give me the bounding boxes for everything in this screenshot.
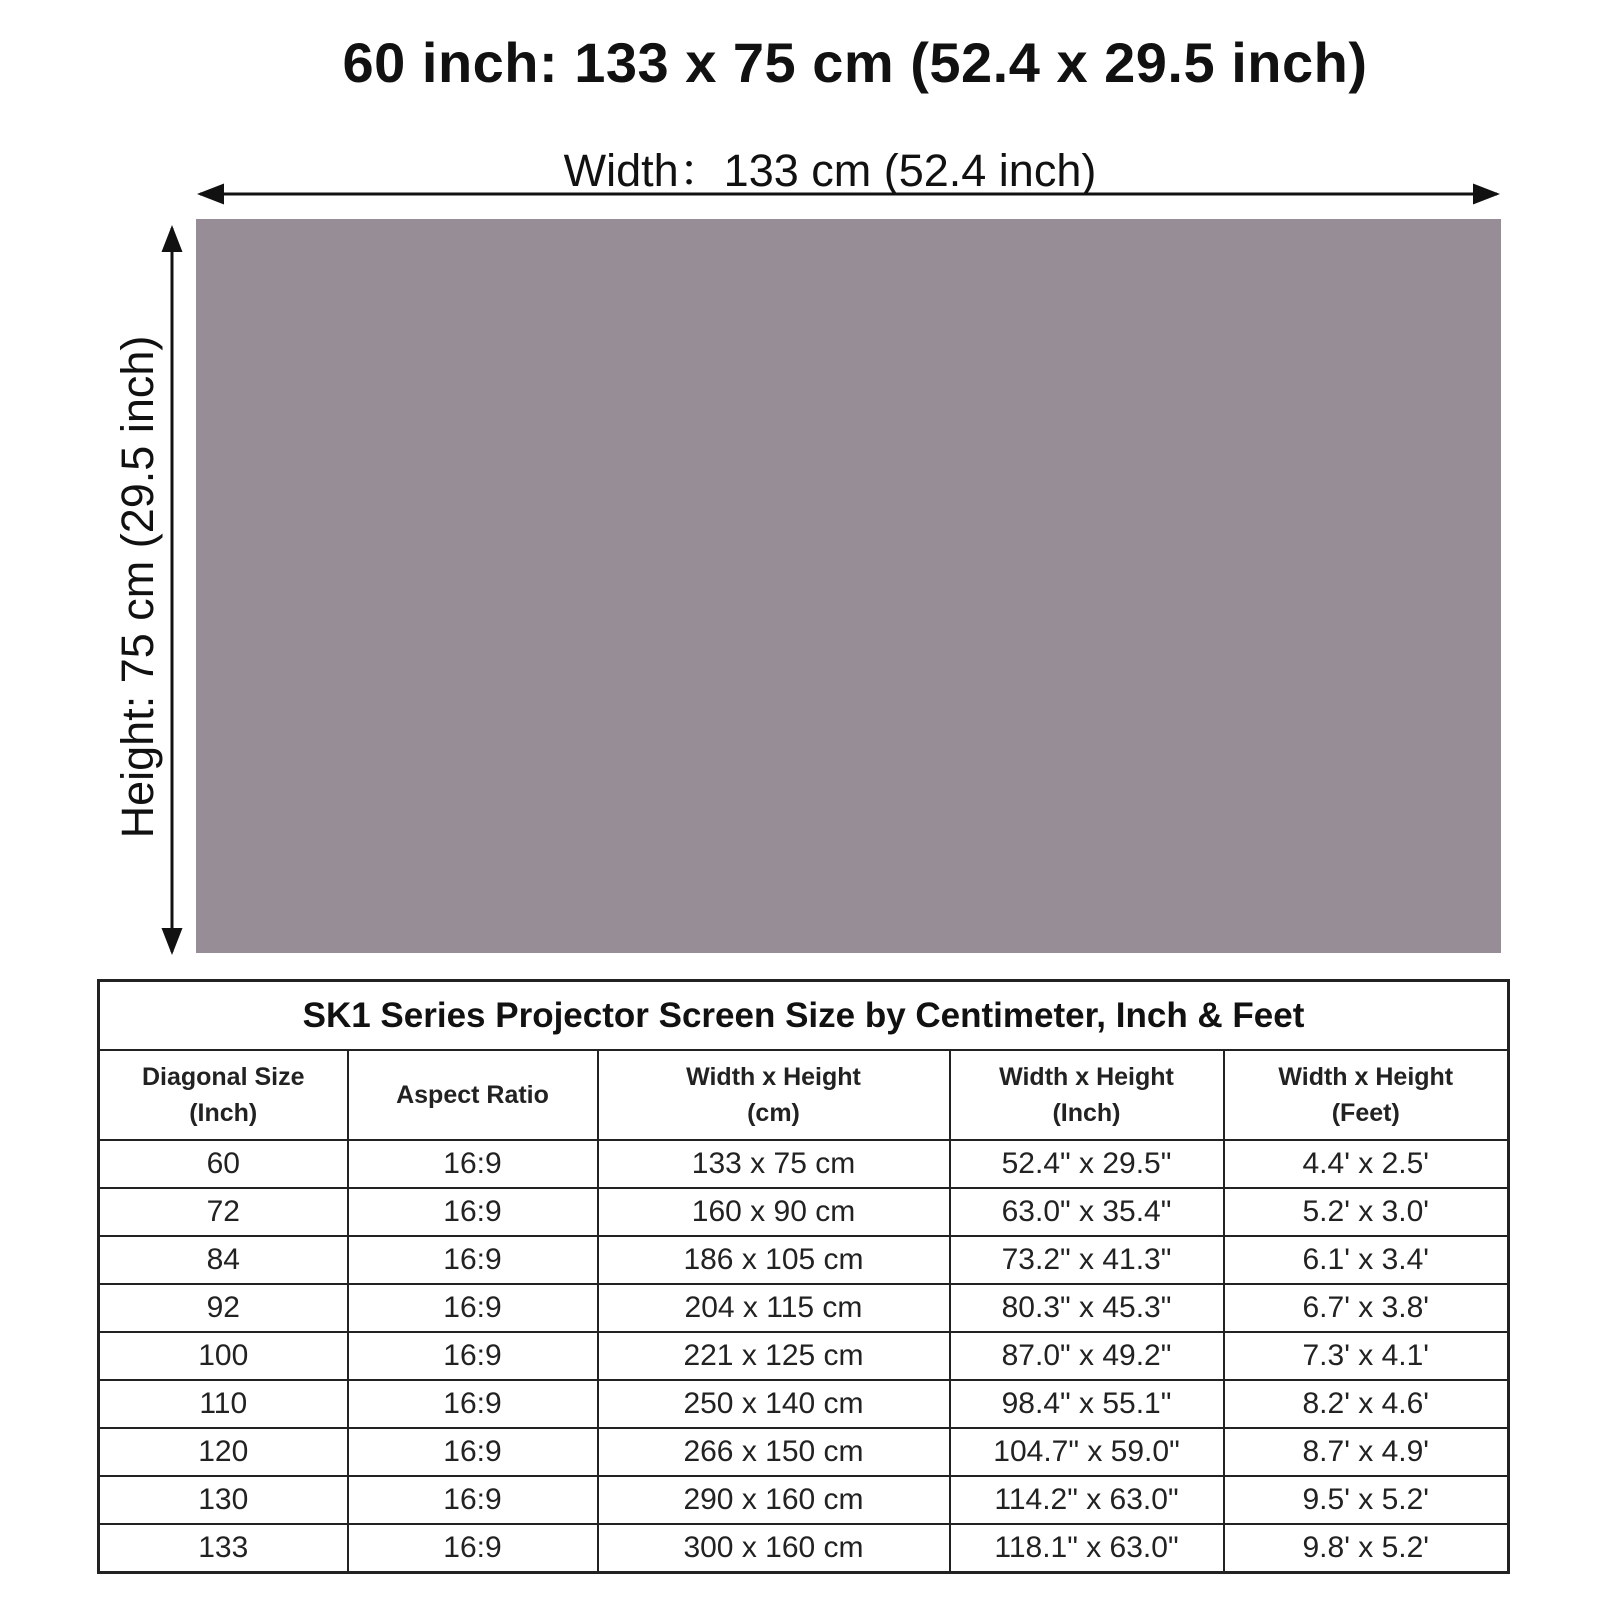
header-line: Width x Height [1278,1063,1454,1091]
table-row [99,1428,1509,1476]
cell-size-inch: 118.1" x 63.0" [950,1524,1224,1573]
table-row [99,1332,1509,1380]
header-aspect-ratio [348,1050,598,1140]
cell-size-cm: 186 x 105 cm [598,1236,950,1284]
height-dimension-label: Height: 75 cm (29.5 inch) [112,335,163,839]
header-diagonal-size [99,1050,348,1140]
cell-size-inch: 104.7" x 59.0" [950,1428,1224,1476]
cell-aspect-ratio: 16:9 [348,1428,598,1476]
cell-size-cm: 160 x 90 cm [598,1188,950,1236]
screen-size-table [97,979,1510,1574]
header-size-inch [950,1050,1224,1140]
cell-diagonal: 120 [99,1428,348,1476]
cell-size-cm: 300 x 160 cm [598,1524,950,1573]
table-row [99,1476,1509,1524]
table-row [99,1524,1509,1573]
header-line: (Inch) [189,1099,258,1127]
cell-size-inch: 98.4" x 55.1" [950,1380,1224,1428]
cell-size-feet: 6.7' x 3.8' [1224,1284,1509,1332]
cell-size-inch: 73.2" x 41.3" [950,1236,1224,1284]
cell-aspect-ratio: 16:9 [348,1332,598,1380]
cell-size-feet: 9.8' x 5.2' [1224,1524,1509,1573]
cell-size-cm: 266 x 150 cm [598,1428,950,1476]
projector-screen-swatch [196,219,1501,953]
header-line: (Feet) [1331,1099,1400,1127]
cell-size-feet: 7.3' x 4.1' [1224,1332,1509,1380]
table-row [99,1236,1509,1284]
header-line: Width x Height [999,1063,1174,1091]
cell-diagonal: 110 [99,1380,348,1428]
cell-size-cm: 290 x 160 cm [598,1476,950,1524]
cell-aspect-ratio: 16:9 [348,1476,598,1524]
table-title: SK1 Series Projector Screen Size by Centimeter, Inch & Feet [99,981,1509,1051]
cell-size-inch: 80.3" x 45.3" [950,1284,1224,1332]
cell-aspect-ratio: 16:9 [348,1188,598,1236]
width-dimension-label: Width：133 cm (52.4 inch) [563,145,1097,196]
header-line: Aspect Ratio [396,1081,549,1109]
table-row [99,1284,1509,1332]
table-row [99,1188,1509,1236]
cell-size-cm: 250 x 140 cm [598,1380,950,1428]
table-header-row [99,1050,1509,1140]
cell-size-inch: 52.4" x 29.5" [950,1140,1224,1188]
header-line: (Inch) [1052,1099,1121,1127]
cell-aspect-ratio: 16:9 [348,1380,598,1428]
cell-aspect-ratio: 16:9 [348,1284,598,1332]
header-size-cm [598,1050,950,1140]
table-row [99,1140,1509,1188]
cell-size-inch: 114.2" x 63.0" [950,1476,1224,1524]
page-title: 60 inch: 133 x 75 cm (52.4 x 29.5 inch) [342,31,1368,94]
cell-diagonal: 133 [99,1524,348,1573]
cell-diagonal: 100 [99,1332,348,1380]
header-line: Width x Height [686,1063,861,1091]
cell-diagonal: 72 [99,1188,348,1236]
cell-size-cm: 221 x 125 cm [598,1332,950,1380]
cell-diagonal: 92 [99,1284,348,1332]
cell-size-feet: 5.2' x 3.0' [1224,1188,1509,1236]
cell-diagonal: 60 [99,1140,348,1188]
cell-size-cm: 133 x 75 cm [598,1140,950,1188]
cell-diagonal: 84 [99,1236,348,1284]
cell-size-cm: 204 x 115 cm [598,1284,950,1332]
table-row [99,1380,1509,1428]
cell-size-feet: 8.7' x 4.9' [1224,1428,1509,1476]
cell-size-feet: 4.4' x 2.5' [1224,1140,1509,1188]
header-size-feet [1224,1050,1509,1140]
cell-size-feet: 9.5' x 5.2' [1224,1476,1509,1524]
cell-aspect-ratio: 16:9 [348,1524,598,1573]
cell-size-feet: 6.1' x 3.4' [1224,1236,1509,1284]
cell-aspect-ratio: 16:9 [348,1236,598,1284]
cell-size-inch: 63.0" x 35.4" [950,1188,1224,1236]
cell-diagonal: 130 [99,1476,348,1524]
cell-aspect-ratio: 16:9 [348,1140,598,1188]
cell-size-feet: 8.2' x 4.6' [1224,1380,1509,1428]
header-line: (cm) [747,1099,800,1127]
cell-size-inch: 87.0" x 49.2" [950,1332,1224,1380]
header-line: Diagonal Size [141,1063,305,1091]
